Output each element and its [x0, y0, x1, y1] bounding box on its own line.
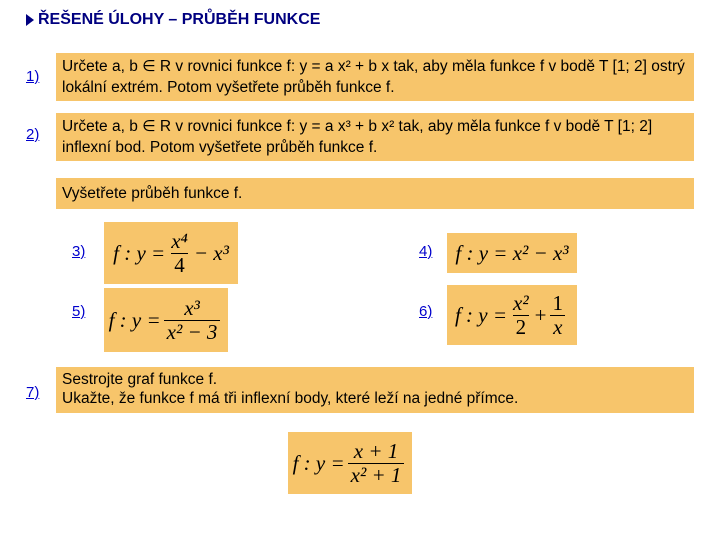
task-1-number[interactable]: 1) [26, 68, 40, 85]
triangle-bullet-icon [26, 14, 34, 26]
task-2-box [56, 113, 694, 161]
formula-3-suffix: − x³ [193, 240, 229, 265]
page-title-text: ŘEŠENÉ ÚLOHY – PRŮBĚH FUNKCE [38, 11, 321, 28]
formula-6-denominator-2: x [550, 315, 565, 339]
formula-3-denominator: 4 [171, 253, 188, 277]
formula-3 [104, 222, 238, 284]
task-4-number[interactable]: 4) [419, 243, 433, 260]
formula-5 [104, 288, 228, 352]
formula-6-numerator-2: 1 [552, 290, 564, 315]
task-2-number[interactable]: 2) [26, 126, 40, 143]
formula-6-numerator-1: x² [513, 290, 529, 315]
task-1-text: Určete a, b ∈ R v rovnici funkce f: y = a x² + b x tak, aby měla funkce f v bodě T [1; 2] ostrý lokální extrém. Potom vyšetřete průběh funkce f. [62, 58, 685, 96]
formula-3-numerator: x⁴ [171, 228, 188, 253]
formula-4-expression: f : y = x² − x³ [455, 240, 569, 265]
formula-7-numerator: x + 1 [353, 438, 399, 463]
task-3-number[interactable]: 3) [72, 243, 86, 260]
task-2-text: Určete a, b ∈ R v rovnici funkce f: y = a x³ + b x² tak, aby měla funkce f v bodě T [1; 2] inflexní bod. Potom vyšetřete průběh funkce f. [62, 118, 653, 156]
formula-5-denominator: x² − 3 [164, 320, 221, 344]
task-7-box [56, 367, 694, 413]
formula-5-fraction [164, 297, 221, 344]
task-6-number[interactable]: 6) [419, 303, 433, 320]
formula-7 [288, 432, 412, 494]
formula-4 [447, 233, 577, 273]
formula-6-plus: + [534, 302, 547, 327]
task-7-line-1: Sestrojte graf funkce f. [62, 371, 218, 388]
instruction-text: Vyšetřete průběh funkce f. [62, 185, 243, 202]
formula-5-prefix: f : y = [108, 307, 161, 332]
formula-3-fraction [168, 230, 191, 277]
formula-7-prefix: f : y = [292, 450, 345, 475]
formula-3-prefix: f : y = [113, 240, 166, 265]
formula-6-fraction-2 [550, 292, 567, 339]
formula-6 [447, 285, 577, 345]
task-7-line-2: Ukažte, že funkce f má tři inflexní body, které leží na jedné přímce. [62, 390, 519, 407]
formula-6-prefix: f : y = [454, 302, 508, 327]
task-1-box [56, 53, 694, 101]
formula-7-fraction [348, 440, 405, 487]
formula-6-denominator-1: 2 [513, 315, 530, 339]
formula-6-fraction-1 [510, 292, 532, 339]
instruction-box [56, 178, 694, 209]
formula-5-numerator: x³ [184, 295, 200, 320]
formula-7-denominator: x² + 1 [348, 463, 405, 487]
page-title [26, 11, 320, 29]
task-5-number[interactable]: 5) [72, 303, 86, 320]
task-7-number[interactable]: 7) [26, 384, 40, 401]
